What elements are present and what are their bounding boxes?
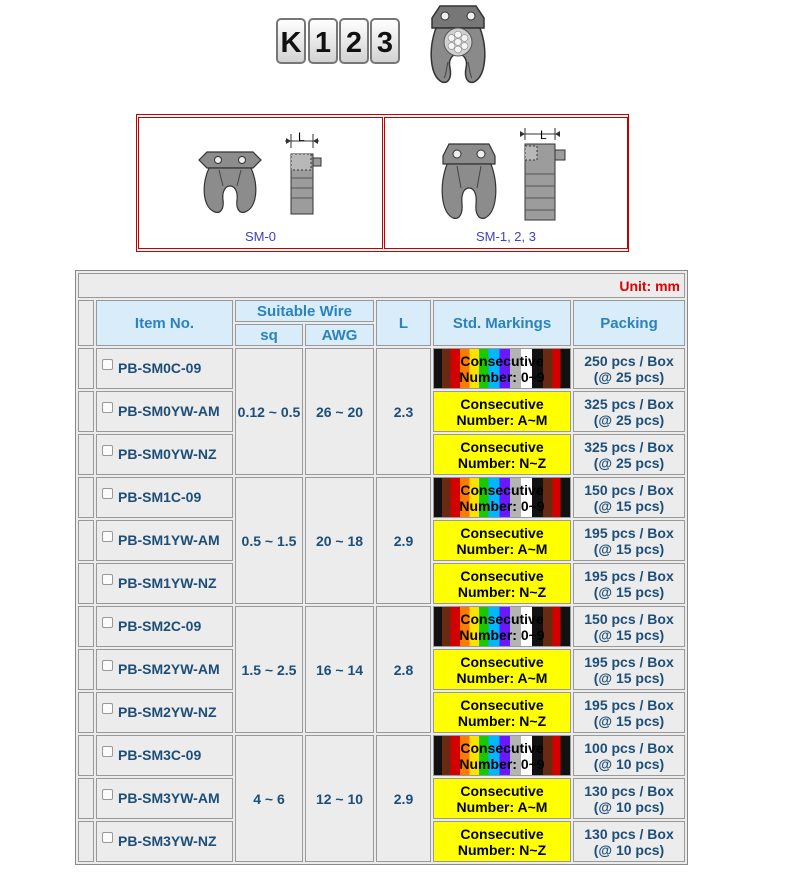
logo-letter-3: 3	[370, 18, 400, 64]
header-suitable-wire: Suitable Wire	[235, 300, 374, 322]
row-select-checkbox[interactable]	[102, 789, 113, 800]
spec-table-container	[75, 270, 688, 865]
marker-clip-illustration	[424, 4, 492, 86]
item-number: PB-SM2YW-NZ	[118, 704, 217, 720]
packing-line-2: (@ 10 pcs)	[593, 798, 665, 815]
packing-line-2: (@ 25 pcs)	[593, 368, 665, 385]
packing-line-2: (@ 25 pcs)	[593, 454, 665, 471]
marking-cell	[433, 477, 571, 518]
marking-line-2: Number: A~M	[456, 798, 548, 815]
item-number: PB-SM2YW-AM	[118, 661, 220, 677]
item-number: PB-SM3YW-AM	[118, 790, 220, 806]
row-side-cell	[78, 821, 94, 862]
product-logo	[274, 4, 494, 86]
row-side-cell	[78, 520, 94, 561]
row-select-checkbox[interactable]	[102, 574, 113, 585]
row-side-cell	[78, 778, 94, 819]
item-cell	[96, 520, 233, 561]
packing-cell	[573, 477, 685, 518]
sm0-clip-drawing	[197, 130, 347, 228]
packing-line-1: 195 pcs / Box	[584, 567, 674, 584]
group-awg-cell: 26 ~ 20	[305, 348, 374, 475]
packing-line-2: (@ 15 pcs)	[593, 583, 665, 600]
packing-cell	[573, 348, 685, 389]
item-cell	[96, 477, 233, 518]
header-spacer	[78, 300, 94, 346]
packing-line-1: 195 pcs / Box	[584, 696, 674, 713]
group-sq-cell: 0.12 ~ 0.5	[235, 348, 303, 475]
row-side-cell	[78, 735, 94, 776]
packing-cell	[573, 434, 685, 475]
packing-line-1: 150 pcs / Box	[584, 481, 674, 498]
row-side-cell	[78, 434, 94, 475]
packing-line-2: (@ 10 pcs)	[593, 841, 665, 858]
packing-cell	[573, 563, 685, 604]
row-select-checkbox[interactable]	[102, 703, 113, 714]
header-sq: sq	[235, 324, 303, 346]
group-awg-cell: 20 ~ 18	[305, 477, 374, 604]
group-sq-cell: 1.5 ~ 2.5	[235, 606, 303, 733]
marking-cell	[433, 520, 571, 561]
item-cell	[96, 606, 233, 647]
group-sq-cell: 0.5 ~ 1.5	[235, 477, 303, 604]
marking-line-1: Consecutive	[460, 567, 544, 584]
packing-line-2: (@ 25 pcs)	[593, 411, 665, 428]
header-std-markings: Std. Markings	[433, 300, 571, 346]
packing-line-1: 250 pcs / Box	[584, 352, 674, 369]
packing-line-1: 195 pcs / Box	[584, 653, 674, 670]
marking-line-1: Consecutive	[460, 481, 544, 498]
packing-line-1: 130 pcs / Box	[584, 825, 674, 842]
logo-letter-k: K	[276, 18, 306, 64]
marking-line-2: Number: A~M	[456, 669, 548, 686]
packing-line-2: (@ 15 pcs)	[593, 712, 665, 729]
header-awg: AWG	[305, 324, 374, 346]
item-cell	[96, 391, 233, 432]
table-row	[78, 477, 685, 518]
row-side-cell	[78, 563, 94, 604]
item-number: PB-SM1C-09	[118, 489, 202, 505]
packing-cell	[573, 649, 685, 690]
marking-line-2: Number: 0~9	[459, 626, 545, 643]
item-cell	[96, 821, 233, 862]
item-number: PB-SM2C-09	[118, 618, 202, 634]
row-select-checkbox[interactable]	[102, 402, 113, 413]
header-packing: Packing	[573, 300, 685, 346]
row-side-cell	[78, 477, 94, 518]
packing-line-1: 325 pcs / Box	[584, 395, 674, 412]
group-l-cell: 2.9	[376, 735, 431, 862]
header-l: L	[376, 300, 431, 346]
packing-line-1: 150 pcs / Box	[584, 610, 674, 627]
item-cell	[96, 434, 233, 475]
table-body	[78, 348, 685, 862]
packing-line-1: 130 pcs / Box	[584, 782, 674, 799]
dimension-diagram	[136, 114, 629, 252]
marking-line-2: Number: N~Z	[457, 841, 547, 858]
unit-row	[78, 273, 685, 298]
marking-line-2: Number: N~Z	[457, 712, 547, 729]
marking-cell	[433, 649, 571, 690]
marking-cell	[433, 391, 571, 432]
item-number: PB-SM1YW-NZ	[118, 575, 217, 591]
item-cell	[96, 563, 233, 604]
header-row-1	[78, 300, 685, 322]
marking-cell	[433, 821, 571, 862]
group-awg-cell: 16 ~ 14	[305, 606, 374, 733]
marking-cell	[433, 735, 571, 776]
marking-cell	[433, 348, 571, 389]
packing-cell	[573, 391, 685, 432]
packing-cell	[573, 520, 685, 561]
marking-line-1: Consecutive	[460, 524, 544, 541]
logo-letter-1: 1	[308, 18, 338, 64]
unit-label: Unit: mm	[78, 273, 685, 298]
marking-cell	[433, 606, 571, 647]
marking-line-2: Number: 0~9	[459, 755, 545, 772]
row-select-checkbox[interactable]	[102, 359, 113, 370]
item-cell	[96, 649, 233, 690]
packing-line-1: 100 pcs / Box	[584, 739, 674, 756]
marking-line-1: Consecutive	[460, 438, 544, 455]
packing-line-2: (@ 10 pcs)	[593, 755, 665, 772]
group-l-cell: 2.8	[376, 606, 431, 733]
row-side-cell	[78, 348, 94, 389]
packing-line-2: (@ 15 pcs)	[593, 626, 665, 643]
sm1-3-clip-drawing	[437, 128, 587, 228]
header-item-no: Item No.	[96, 300, 233, 346]
marking-line-2: Number: A~M	[456, 411, 548, 428]
item-number: PB-SM1YW-AM	[118, 532, 220, 548]
diagram-panel-sm1-3	[384, 117, 628, 249]
row-side-cell	[78, 391, 94, 432]
marking-line-2: Number: 0~9	[459, 497, 545, 514]
row-select-checkbox[interactable]	[102, 445, 113, 456]
marking-line-1: Consecutive	[460, 782, 544, 799]
row-select-checkbox[interactable]	[102, 832, 113, 843]
item-number: PB-SM0YW-AM	[118, 403, 220, 419]
marking-cell	[433, 778, 571, 819]
item-cell	[96, 735, 233, 776]
packing-line-1: 325 pcs / Box	[584, 438, 674, 455]
packing-cell	[573, 778, 685, 819]
packing-line-1: 195 pcs / Box	[584, 524, 674, 541]
marking-line-1: Consecutive	[460, 653, 544, 670]
diagram-panel-sm0	[138, 117, 383, 249]
group-sq-cell: 4 ~ 6	[235, 735, 303, 862]
marking-line-1: Consecutive	[460, 825, 544, 842]
group-l-cell: 2.9	[376, 477, 431, 604]
item-cell	[96, 348, 233, 389]
marking-cell	[433, 434, 571, 475]
packing-line-2: (@ 15 pcs)	[593, 540, 665, 557]
marking-line-1: Consecutive	[460, 395, 544, 412]
group-l-cell: 2.3	[376, 348, 431, 475]
spec-table	[75, 270, 688, 865]
marking-line-2: Number: N~Z	[457, 583, 547, 600]
sm0-dimension-label: L	[298, 130, 305, 144]
marking-line-1: Consecutive	[460, 696, 544, 713]
marking-cell	[433, 692, 571, 733]
item-number: PB-SM3C-09	[118, 747, 202, 763]
marking-line-2: Number: N~Z	[457, 454, 547, 471]
item-number: PB-SM0YW-NZ	[118, 446, 217, 462]
table-row	[78, 735, 685, 776]
marking-line-2: Number: A~M	[456, 540, 548, 557]
sm0-caption: SM-0	[244, 229, 277, 244]
packing-line-2: (@ 15 pcs)	[593, 669, 665, 686]
marking-line-2: Number: 0~9	[459, 368, 545, 385]
sm1-3-dimension-label: L	[540, 128, 547, 142]
item-number: PB-SM3YW-NZ	[118, 833, 217, 849]
packing-cell	[573, 735, 685, 776]
row-side-cell	[78, 649, 94, 690]
row-select-checkbox[interactable]	[102, 660, 113, 671]
marking-line-1: Consecutive	[460, 610, 544, 627]
marking-line-1: Consecutive	[460, 739, 544, 756]
packing-line-2: (@ 15 pcs)	[593, 497, 665, 514]
table-row	[78, 348, 685, 389]
sm1-3-caption: SM-1, 2, 3	[476, 229, 536, 244]
row-select-checkbox[interactable]	[102, 617, 113, 628]
row-select-checkbox[interactable]	[102, 531, 113, 542]
row-select-checkbox[interactable]	[102, 488, 113, 499]
row-select-checkbox[interactable]	[102, 746, 113, 757]
item-cell	[96, 692, 233, 733]
item-cell	[96, 778, 233, 819]
row-side-cell	[78, 606, 94, 647]
row-side-cell	[78, 692, 94, 733]
packing-cell	[573, 606, 685, 647]
item-number: PB-SM0C-09	[118, 360, 202, 376]
logo-letter-2: 2	[339, 18, 369, 64]
packing-cell	[573, 692, 685, 733]
group-awg-cell: 12 ~ 10	[305, 735, 374, 862]
table-row	[78, 606, 685, 647]
marking-cell	[433, 563, 571, 604]
packing-cell	[573, 821, 685, 862]
marking-line-1: Consecutive	[460, 352, 544, 369]
